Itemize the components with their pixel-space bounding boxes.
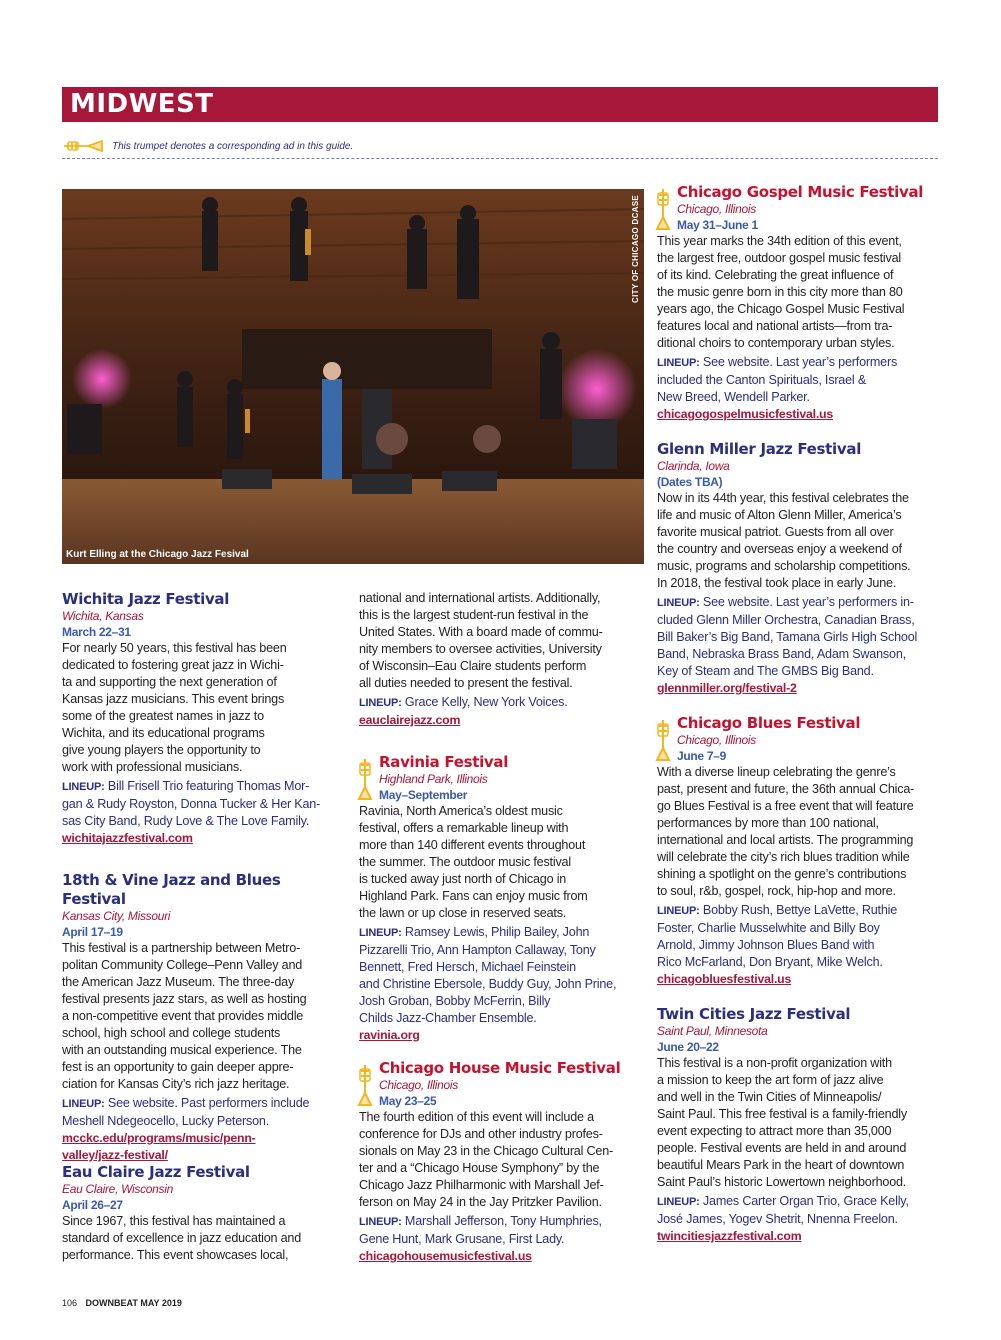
- festival-lineup: LINEUP: See website. Last year’s performers in- cluded Glenn Miller Orchestra, Canadian Brass, Bill Baker’s Big Band, Tamana Girls High School Band, Nebraska Brass Band, Adam Swanson, Key of Steam and The GMBS Big Band.: [657, 595, 918, 678]
- text-line[interactable]: chicagogospelmusicfestival.us: [657, 407, 833, 421]
- festival-description: [62, 940, 332, 1093]
- festival-location: Clarinda, Iowa: [657, 459, 730, 473]
- text-line: Saint Paul’s historic Lowertown neighborhood.: [657, 1175, 907, 1189]
- festival-name: Glenn Miller Jazz Festival: [657, 440, 862, 458]
- festival-entry: [359, 1059, 639, 1265]
- text-line: Chicago Jazz Philharmonic with Marshall Jef-: [359, 1178, 604, 1192]
- festival-name: Twin Cities Jazz Festival: [657, 1005, 851, 1023]
- festival-url-link[interactable]: [657, 680, 939, 697]
- festival-location: Chicago, Illinois: [677, 202, 756, 216]
- text-line: Wichita, and its educational programs: [62, 726, 265, 740]
- text-line[interactable]: twincitiesjazzfestival.com: [657, 1229, 802, 1243]
- festival-name: Eau Claire Jazz Festival: [62, 1163, 250, 1181]
- festival-location: Wichita, Kansas: [62, 609, 144, 623]
- text-line: more than 140 different events throughout: [359, 838, 586, 852]
- festival-dates: June 20–22: [657, 1040, 719, 1054]
- text-line: with an outstanding musical experience. The: [62, 1043, 302, 1057]
- text-line: This festival is a non-profit organization with: [657, 1056, 892, 1070]
- festival-lineup: LINEUP: Grace Kelly, New York Voices.: [359, 695, 568, 709]
- column-left: [62, 590, 332, 1264]
- festival-entry-continued: [359, 590, 639, 729]
- festival-description: [359, 1109, 639, 1211]
- text-line: Highland Park. Fans can enjoy music from: [359, 889, 588, 903]
- festival-lineup: LINEUP: See website. Past performers include Meshell Ndegeocello, Lucky Peterson.: [62, 1096, 310, 1128]
- text-line: festival, offers a remarkable lineup with: [359, 821, 569, 835]
- text-line: the country and overseas enjoy a weekend of: [657, 542, 902, 556]
- column-middle: [359, 590, 639, 1265]
- text-line: Saint Paul. This free festival is a family-friendly: [657, 1107, 907, 1121]
- text-line: the lawn or up close in reserved seats.: [359, 906, 567, 920]
- lineup-label: LINEUP:: [657, 357, 700, 369]
- text-line: United States. With a board made of commu-: [359, 625, 603, 639]
- trumpet-icon: [357, 757, 373, 801]
- festival-location: Eau Claire, Wisconsin: [62, 1182, 173, 1196]
- festival-dates: March 22–31: [62, 625, 131, 639]
- festival-location: Saint Paul, Minnesota: [657, 1024, 768, 1038]
- festival-description: [657, 1055, 939, 1191]
- trumpet-icon: [655, 718, 671, 762]
- festival-lineup: LINEUP: Bill Frisell Trio featuring Thomas Mor- gan & Rudy Royston, Donna Tucker & Her Kan- sas City Band, Rudy Love & The Love Family.: [62, 779, 321, 828]
- text-line: to soul, r&b, gospel, rock, hip-hop and more.: [657, 884, 896, 898]
- text-line[interactable]: mcckc.edu/programs/music/penn-: [62, 1131, 256, 1145]
- text-line: nity members to oversee activities, University: [359, 642, 602, 656]
- text-line: go Blues Festival is a free event that will feature: [657, 799, 914, 813]
- festival-entry: [359, 753, 639, 1044]
- text-line: Kansas jazz musicians. This event brings: [62, 692, 285, 706]
- text-line: the summer. The outdoor music festival: [359, 855, 571, 869]
- text-line: event expecting to attract more than 35,000: [657, 1124, 892, 1138]
- lineup-label: LINEUP:: [359, 927, 402, 939]
- text-line: and well in the Twin Cities of Minneapolis/: [657, 1090, 882, 1104]
- text-line[interactable]: glennmiller.org/festival-2: [657, 681, 797, 695]
- text-line: Now in its 44th year, this festival celebrates the: [657, 491, 909, 505]
- text-line[interactable]: ravinia.org: [359, 1028, 420, 1042]
- festival-dates: May–September: [379, 788, 468, 802]
- text-line: favorite musical patriot. Guests from all over: [657, 525, 894, 539]
- text-line: school, high school and college students: [62, 1026, 281, 1040]
- text-line: ter and a “Chicago House Symphony” by the: [359, 1161, 600, 1175]
- text-line: For nearly 50 years, this festival has been: [62, 641, 287, 655]
- festival-dates: April 26–27: [62, 1198, 123, 1212]
- text-line: festival presents jazz stars, as well as hosting: [62, 992, 307, 1006]
- text-line: sionals on May 23 in the Chicago Cultural Cen-: [359, 1144, 614, 1158]
- lineup-label: LINEUP:: [657, 597, 700, 609]
- text-line: Ravinia, North America’s oldest music: [359, 804, 563, 818]
- festival-lineup: LINEUP: See website. Last year’s performers included the Canton Spirituals, Israel & New Breed, Wendell Parker.: [657, 355, 898, 404]
- text-line: some of the greatest names in jazz to: [62, 709, 264, 723]
- festival-entry: [62, 1163, 332, 1264]
- festival-lineup: LINEUP: Marshall Jefferson, Tony Humphries, Gene Hunt, Mark Grusane, First Lady.: [359, 1214, 602, 1246]
- festival-lineup: LINEUP: Ramsey Lewis, Philip Bailey, John Pizzarelli Trio, Ann Hampton Callaway, Tony Bennett, Fred Hersch, Michael Feinstein and Christine Ebersole, Buddy Guy, John Prine, Josh Groban, Bobby McFerrin, Billy Childs Jazz-Chamber Ensemble.: [359, 925, 617, 1025]
- text-line: ta and supporting the next generation of: [62, 675, 277, 689]
- text-line: past, present and future, the 36th annual Chica-: [657, 782, 915, 796]
- festival-url-link[interactable]: [657, 971, 939, 988]
- festival-name: Chicago Gospel Music Festival: [677, 183, 924, 201]
- festival-entry: [657, 714, 939, 988]
- festival-url-link[interactable]: [62, 1130, 332, 1164]
- text-line: fest is an opportunity to gain deeper appre-: [62, 1060, 294, 1074]
- trumpet-icon: [62, 140, 104, 152]
- festival-description: [62, 640, 332, 776]
- festival-entry: [62, 590, 332, 853]
- festival-name: Chicago House Music Festival: [379, 1059, 621, 1077]
- text-line[interactable]: chicagohousemusicfestival.us: [359, 1249, 532, 1263]
- text-line: With a diverse lineup celebrating the genre’s: [657, 765, 896, 779]
- trumpet-icon: [357, 1063, 373, 1107]
- text-line: The fourth edition of this event will include a: [359, 1110, 594, 1124]
- festival-url-link[interactable]: [359, 1248, 639, 1265]
- text-line: is tucked away just north of Chicago in: [359, 872, 567, 886]
- text-line: shining a spotlight on the genre’s contributions: [657, 867, 907, 881]
- festival-entry: [657, 1005, 939, 1245]
- festival-dates: April 17–19: [62, 925, 123, 939]
- lineup-label: LINEUP:: [657, 1196, 700, 1208]
- text-line: of its kind. Celebrating the great influence of: [657, 268, 894, 282]
- festival-location: Kansas City, Missouri: [62, 909, 171, 923]
- text-line: international and local artists. The programming: [657, 833, 914, 847]
- lineup-label: LINEUP:: [359, 697, 402, 709]
- text-line: ditional choirs to contemporary urban styles.: [657, 336, 895, 350]
- text-line: ferson on May 24 in the Jay Pritzker Pavilion.: [359, 1195, 602, 1209]
- text-line: music, programs and scholarship competitions.: [657, 559, 911, 573]
- text-line: a mission to keep the art form of jazz alive: [657, 1073, 884, 1087]
- text-line: politan Community College–Penn Valley and: [62, 958, 303, 972]
- text-line[interactable]: chicagobluesfestival.us: [657, 972, 792, 986]
- photo-credit: CITY OF CHICAGO DCASE: [631, 195, 640, 303]
- text-line: national and international artists. Additionally,: [359, 591, 601, 605]
- festival-name: 18th & Vine Jazz and Blues Festival: [62, 871, 281, 908]
- festival-location: Highland Park, Illinois: [379, 772, 488, 786]
- lineup-label: LINEUP:: [62, 781, 105, 793]
- page-footer: [62, 1298, 182, 1308]
- festival-entry: [62, 871, 332, 1162]
- text-line: a non-competitive event that provides middle: [62, 1009, 304, 1023]
- section-banner: [62, 87, 938, 122]
- text-line: life and music of Alton Glenn Miller, America’s: [657, 508, 902, 522]
- festival-entry: [657, 440, 939, 697]
- festival-name: Ravinia Festival: [379, 753, 509, 771]
- lineup-label: LINEUP:: [657, 905, 700, 917]
- magazine-issue: DOWNBEAT MAY 2019: [85, 1298, 182, 1308]
- legend-text: This trumpet denotes a corresponding ad in this guide.: [112, 140, 354, 152]
- festival-location: Chicago, Illinois: [677, 733, 756, 747]
- festival-lineup: LINEUP: James Carter Organ Trio, Grace Kelly, José James, Yogev Shetrit, Nnenna Freelon.: [657, 1194, 909, 1226]
- text-line: people. Festival events are held in and around: [657, 1141, 907, 1155]
- festival-dates: (Dates TBA): [657, 475, 723, 489]
- text-line: work with professional musicians.: [62, 760, 243, 774]
- festival-dates: May 23–25: [379, 1094, 437, 1108]
- text-line: years ago, the Chicago Gospel Music Festival: [657, 302, 905, 316]
- festival-location: Chicago, Illinois: [379, 1078, 458, 1092]
- text-line: performance. This event showcases local,: [62, 1248, 289, 1262]
- text-line: standard of excellence in jazz education and: [62, 1231, 302, 1245]
- festival-url-link[interactable]: [359, 1027, 639, 1044]
- festival-name: Wichita Jazz Festival: [62, 590, 230, 608]
- column-right: [657, 183, 939, 1245]
- festival-description: [657, 490, 939, 592]
- lineup-label: LINEUP:: [62, 1098, 105, 1110]
- section-title: MIDWEST: [70, 89, 214, 119]
- trumpet-icon: [655, 187, 671, 231]
- festival-name: Chicago Blues Festival: [677, 714, 861, 732]
- text-line[interactable]: valley/jazz-festival/: [62, 1148, 168, 1162]
- text-line: This year marks the 34th edition of this event,: [657, 234, 902, 248]
- text-line: the music genre born in this city more than 80: [657, 285, 903, 299]
- festival-description: [657, 233, 939, 352]
- text-line: the American Jazz Museum. The three-day: [62, 975, 295, 989]
- text-line[interactable]: wichitajazzfestival.com: [62, 831, 193, 845]
- text-line: beautiful Mears Park in the heart of downtown: [657, 1158, 905, 1172]
- festival-description: [62, 1213, 332, 1264]
- trumpet-legend: [62, 138, 353, 154]
- text-line: all duties needed to present the festival.: [359, 676, 573, 690]
- text-line: Since 1967, this festival has maintained a: [62, 1214, 286, 1228]
- text-line: ciation for Kansas City’s rich jazz heritage.: [62, 1077, 290, 1091]
- divider: [62, 158, 938, 159]
- text-line: will celebrate the city’s rich blues tradition while: [657, 850, 910, 864]
- text-line: features local and national artists—from tra-: [657, 319, 893, 333]
- text-line: This festival is a partnership between Metro-: [62, 941, 301, 955]
- festival-url-link[interactable]: [657, 406, 939, 423]
- text-line: performances by more than 100 national,: [657, 816, 879, 830]
- text-line: of Wisconsin–Eau Claire students perform: [359, 659, 587, 673]
- lineup-label: LINEUP:: [359, 1216, 402, 1228]
- festival-description: [359, 803, 639, 922]
- festival-lineup: LINEUP: Bobby Rush, Bettye LaVette, Ruthie Foster, Charlie Musselwhite and Billy Boy Arnold, Jimmy Johnson Blues Band with Rico McFarland, Don Bryant, Mike Welch.: [657, 903, 898, 969]
- photo-caption: Kurt Elling at the Chicago Jazz Fesival: [66, 549, 249, 560]
- text-line: dedicated to fostering great jazz in Wichi-: [62, 658, 284, 672]
- festival-url-link[interactable]: [62, 830, 332, 847]
- festival-dates: June 7–9: [677, 749, 726, 763]
- text-line: give young players the opportunity to: [62, 743, 261, 757]
- festival-url-link[interactable]: [359, 712, 639, 729]
- text-line: this is the largest student-run festival in the: [359, 608, 589, 622]
- festival-description: [359, 590, 639, 692]
- text-line: In 2018, the festival took place in early June.: [657, 576, 897, 590]
- text-line: conference for DJs and other industry profes-: [359, 1127, 603, 1141]
- festival-description: [657, 764, 939, 900]
- concert-photo: [62, 189, 644, 564]
- text-line: the largest free, outdoor gospel music festival: [657, 251, 902, 265]
- festival-dates: May 31–June 1: [677, 218, 758, 232]
- text-line[interactable]: eauclairejazz.com: [359, 713, 461, 727]
- festival-url-link[interactable]: [657, 1228, 939, 1245]
- festival-entry: [657, 183, 939, 423]
- page-number: 106: [62, 1298, 78, 1308]
